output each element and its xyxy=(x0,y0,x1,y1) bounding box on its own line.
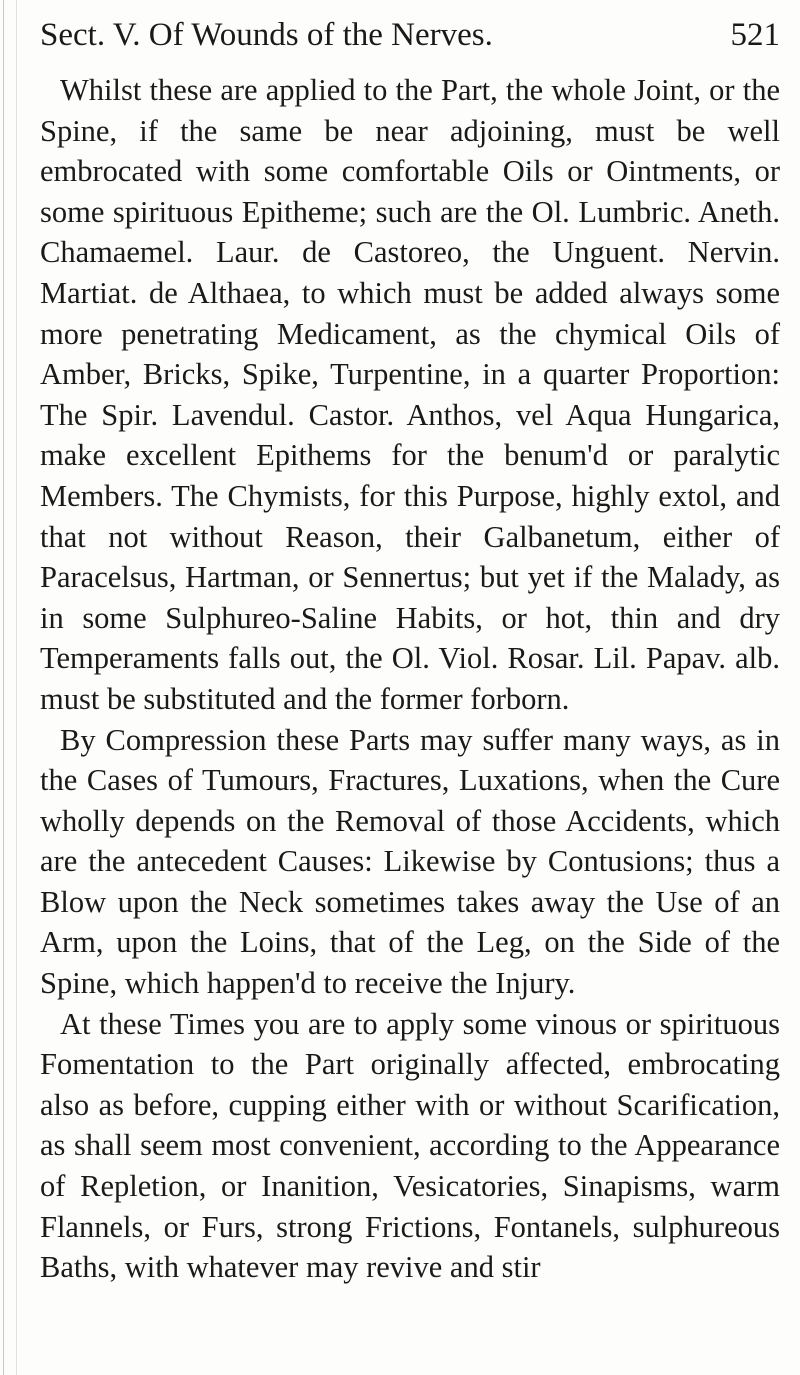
page-number: 521 xyxy=(730,17,780,53)
running-header xyxy=(40,6,780,64)
paragraph-1: Whilst these are applied to the Part, the whole Joint, or the Spine, if the same be near adjoining, must be well embrocated with some comfortable Oils or Ointments, or some spirituous Epitheme; such are the Ol. Lumbric. Aneth. Chamaemel. Laur. de Castoreo, the Unguent. Nervin. Martiat. de Althaea, to which must be added always some more penetrating Medicament, as the chymical Oils of Amber, Bricks, Spike, Turpentine, in a quarter Proportion: The Spir. Lavendul. Castor. Anthos, vel Aqua Hungarica, make excellent Epithems for the benum'd or paralytic Members. The Chymists, for this Purpose, highly extol, and that not without Reason, their Galbanetum, either of Paracelsus, Hartman, or Sennertus; but yet if the Malady, as in some Sulphureo-Saline Habits, or hot, thin and dry Temperaments falls out, the Ol. Viol. Rosar. Lil. Papav. alb. must be substituted and the former forborn. xyxy=(40,73,780,716)
body-text xyxy=(40,70,780,1288)
page-gutter-shadow xyxy=(16,0,17,1375)
paragraph-3: At these Times you are to apply some vinous or spirituous Fomentation to the Part originally affected, embrocating also as before, cupping either with or without Scarification, as shall seem most convenient, according to the Appearance of Repletion, or Inanition, Vesicatories, Sinapisms, warm Flannels, or Furs, strong Frictions, Fontanels, sulphureous Baths, with whatever may revive and stir xyxy=(40,1006,780,1285)
page-gutter-edge xyxy=(3,0,4,1375)
section-title: Sect. V. Of Wounds of the Nerves. xyxy=(40,17,493,53)
paragraph-2: By Compression these Parts may suffer many ways, as in the Cases of Tumours, Fractures, Luxations, when the Cure wholly depends on the Removal of those Accidents, which are the antecedent Causes: Likewise by Contusions; thus a Blow upon the Neck sometimes takes away the Use of an Arm, upon the Loins, that of the Leg, on the Side of the Spine, which happen'd to receive the Injury. xyxy=(40,722,780,1001)
